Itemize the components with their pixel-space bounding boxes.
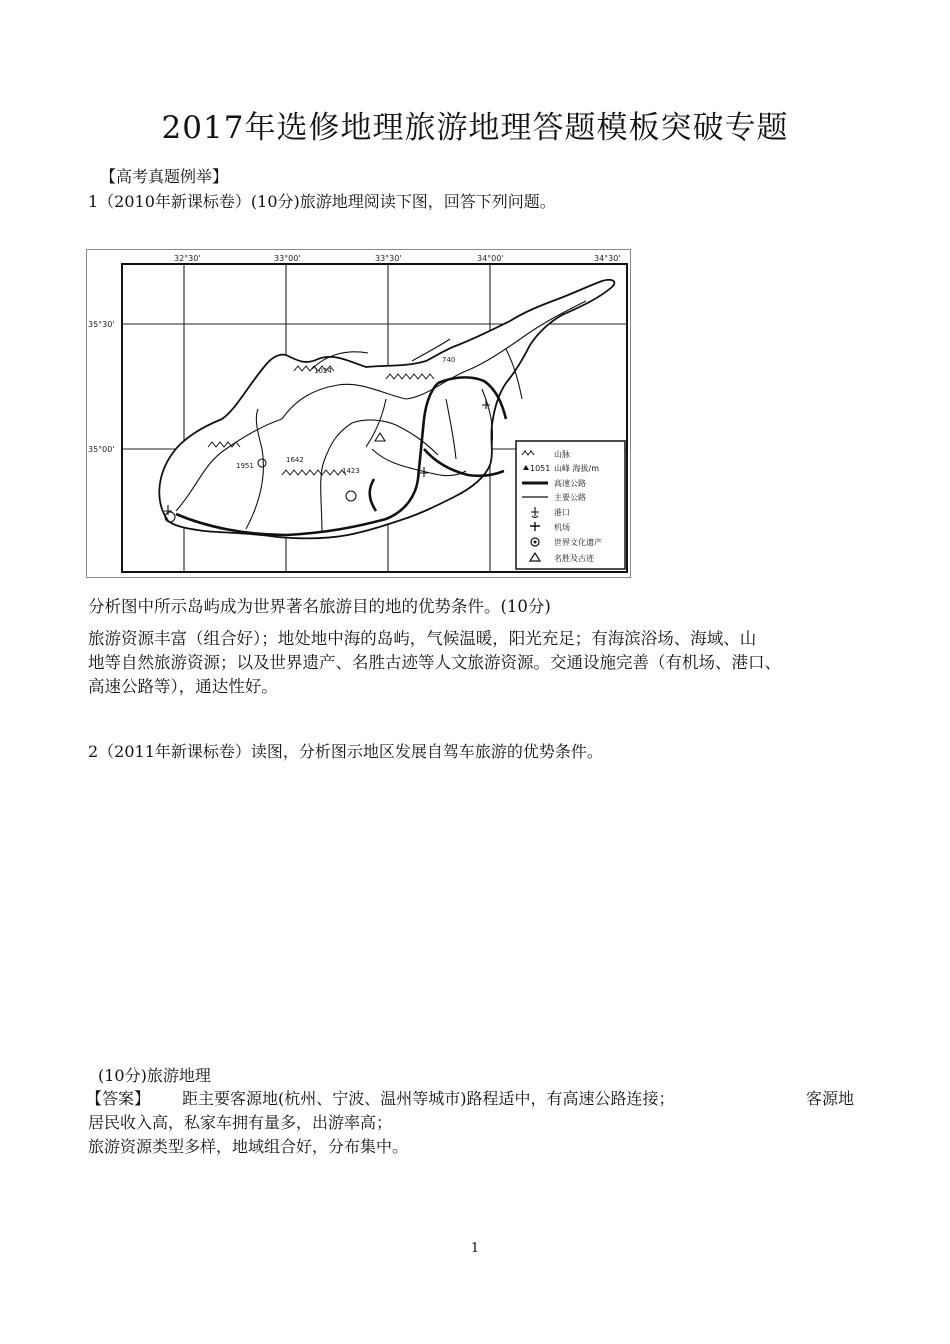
lon-label-5: 34°30' — [594, 254, 621, 263]
legend-label-historic: 名胜及古迹 — [554, 554, 594, 563]
page-title: 2017年选修地理旅游地理答题模板突破专题 — [161, 110, 789, 146]
peak-label-1024: 1024 — [314, 367, 332, 375]
question-1-stem: 1（2010年新课标卷）(10分)旅游地理阅读下图，回答下列问题。 — [88, 192, 556, 211]
map-legend — [516, 441, 625, 569]
section-heading: 【高考真题例举】 — [100, 167, 229, 186]
peak-label-1423: 1423 — [342, 467, 360, 475]
legend-label-port: 港口 — [554, 508, 570, 517]
legend-peak-sample: 1051 — [530, 464, 551, 473]
question-1-prompt: 分析图中所示岛屿成为世界著名旅游目的地的优势条件。(10分) — [88, 597, 551, 616]
legend-label-mountain: 山脉 — [554, 450, 570, 459]
peak-label-1642: 1642 — [286, 456, 304, 464]
lat-label-2: 35°00' — [88, 445, 115, 454]
legend-label-highway: 高速公路 — [554, 479, 586, 488]
question-2-score: (10分)旅游地理 — [98, 1066, 211, 1085]
legend-label-airport: 机场 — [554, 523, 570, 532]
answer-1-line-3: 高速公路等），通达性好。 — [88, 677, 278, 696]
lat-label-1: 35°30' — [88, 320, 115, 329]
lon-label-1: 32°30' — [174, 254, 201, 263]
legend-label-heritage: 世界文化遗产 — [554, 538, 602, 547]
lon-label-3: 33°30' — [375, 254, 402, 263]
answer-2-line-1: 距主要客源地(杭州、宁波、温州等城市)路程适中，有高速公路连接； — [182, 1089, 675, 1108]
lon-label-4: 34°00' — [477, 254, 504, 263]
legend-label-main-road: 主要公路 — [554, 493, 586, 502]
lon-label-2: 33°00' — [274, 254, 301, 263]
cyprus-map — [86, 249, 631, 578]
question-2-stem: 2（2011年新课标卷）读图，分析图示地区发展自驾车旅游的优势条件。 — [88, 742, 603, 761]
answer-2-line-2: 居民收入高，私家车拥有量多，出游率高； — [88, 1113, 393, 1132]
peak-label-740: 740 — [442, 356, 456, 364]
answer-2-label: 【答案】 — [86, 1089, 151, 1108]
answer-1-line-1: 旅游资源丰富（组合好）；地处地中海的岛屿，气候温暖，阳光充足；有海滨浴场、海域、山 — [88, 629, 757, 648]
answer-1-line-2: 地等自然旅游资源；以及世界遗产、名胜古迹等人文旅游资源。交通设施完善（有机场、港口、 — [88, 653, 781, 672]
answer-2-line-1-tail: 客源地 — [806, 1089, 855, 1108]
peak-label-1951: 1951 — [236, 462, 254, 470]
page-number: 1 — [470, 1241, 480, 1256]
legend-label-peak: 山峰 海拔/m — [554, 464, 600, 473]
answer-2-line-3: 旅游资源类型多样，地域组合好，分布集中。 — [88, 1137, 409, 1156]
